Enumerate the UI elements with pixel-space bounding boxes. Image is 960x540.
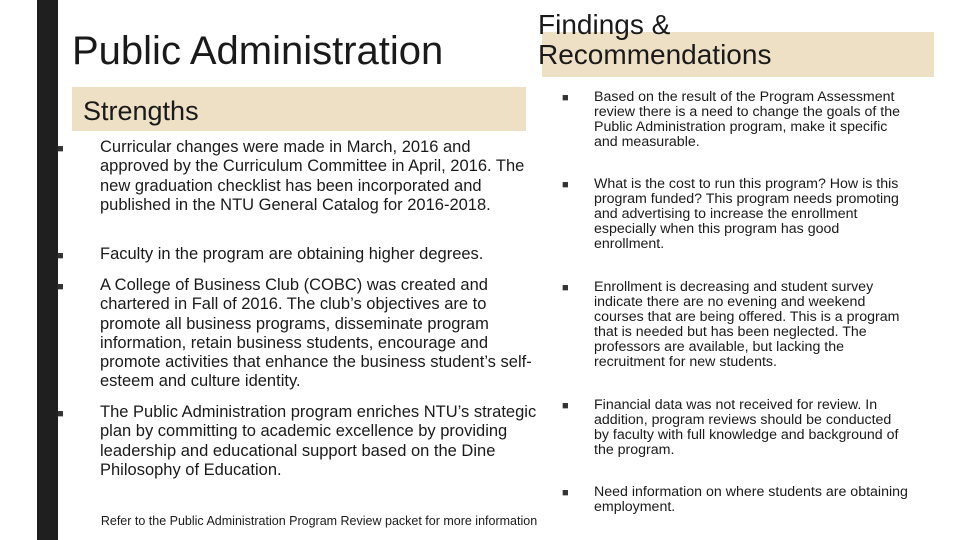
left-accent-bar <box>37 0 58 540</box>
strength-text: The Public Administration program enriches NTU’s strategic plan by committing to academic excellence by providing leadership and educational support based on the Dine Philosophy of Education. <box>100 403 537 479</box>
findings-title <box>538 10 771 70</box>
findings-title-line1: Findings & <box>538 9 671 40</box>
strength-item <box>57 276 532 391</box>
strength-text: Curricular changes were made in March, 2016 and approved by the Curriculum Committee in April, 2016. The new graduation checklist has been incorporated and published in the NTU General Catalog for 2016-2018. <box>100 138 525 214</box>
bullet-square-icon: ■ <box>57 143 64 155</box>
finding-text: Need information on where students are obtaining employment. <box>594 484 908 516</box>
strengths-heading: Strengths <box>83 96 199 126</box>
finding-item <box>562 89 901 151</box>
finding-text: Enrollment is decreasing and student survey indicate there are no evening and weekend courses that are being offered. This is a program that is needed but has been neglected. The professors are available, but lacking the recruitment for new students. <box>594 279 900 371</box>
findings-title-line2: Recommendations <box>538 39 772 70</box>
bullet-square-icon: ■ <box>562 487 569 499</box>
finding-text: Financial data was not received for review. In addition, program reviews should be conducted by faculty with full knowledge and background of the program. <box>594 397 899 459</box>
finding-item <box>562 279 900 371</box>
bullet-square-icon: ■ <box>562 400 569 412</box>
strength-text: Faculty in the program are obtaining higher degrees. <box>100 245 484 263</box>
strength-item <box>57 403 537 479</box>
bullet-square-icon: ■ <box>57 408 64 420</box>
bullet-square-icon: ■ <box>57 281 64 293</box>
finding-item <box>562 484 908 516</box>
bullet-square-icon: ■ <box>562 179 569 191</box>
footnote: Refer to the Public Administration Program Review packet for more information <box>100 514 538 528</box>
finding-item <box>562 176 899 253</box>
strength-text: A College of Business Club (COBC) was created and chartered in Fall of 2016. The club’s objectives are to promote all business programs, disseminate program information, retain business students, encourage and promote activities that enhance the business student’s self-esteem and culture identity. <box>100 276 532 391</box>
strength-item <box>57 245 484 263</box>
slide-title: Public Administration <box>72 29 444 73</box>
finding-text: Based on the result of the Program Assessment review there is a need to change the goals of the Public Administration program, make it specific and measurable. <box>594 89 901 151</box>
bullet-square-icon: ■ <box>57 250 64 262</box>
finding-text: What is the cost to run this program? How is this program funded? This program needs promoting and advertising to increase the enrollment especially when this program has good enrollment. <box>594 176 899 253</box>
bullet-square-icon: ■ <box>562 282 569 294</box>
finding-item <box>562 397 899 459</box>
bullet-square-icon: ■ <box>562 92 569 104</box>
strength-item <box>57 138 525 214</box>
